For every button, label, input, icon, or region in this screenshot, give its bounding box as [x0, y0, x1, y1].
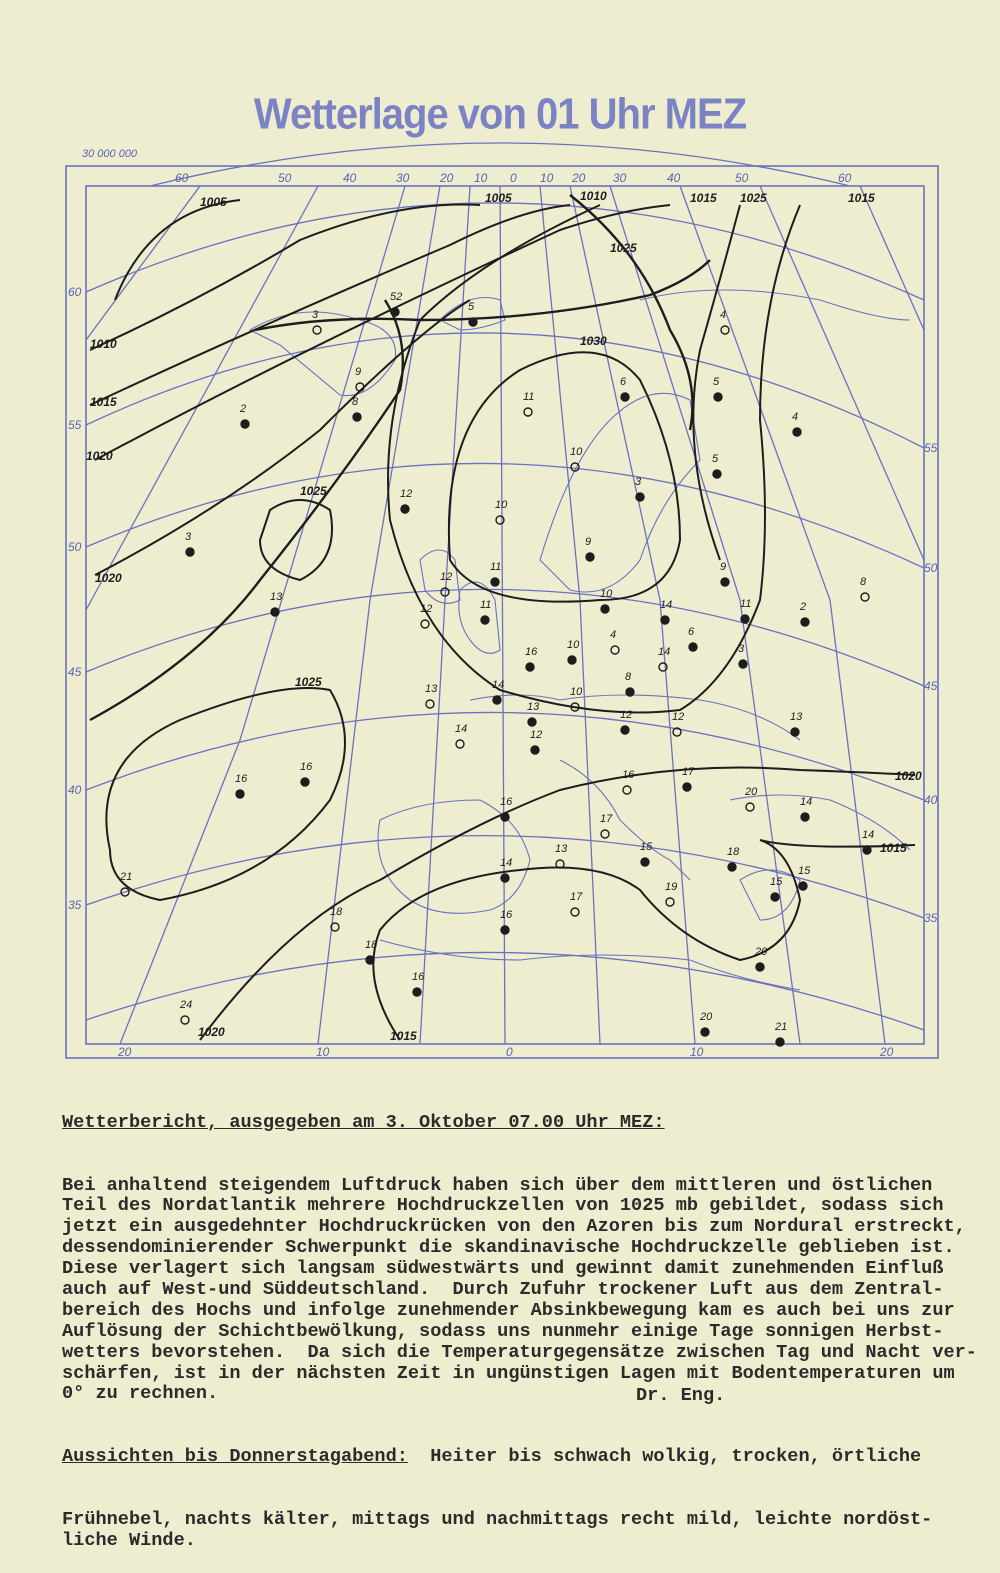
- station-circle: [721, 326, 729, 334]
- station-plot: [620, 376, 629, 401]
- latitude-label: 40: [924, 793, 938, 807]
- station-temperature: 18: [330, 906, 343, 918]
- station-temperature: 16: [235, 773, 248, 785]
- station-plot: [754, 946, 768, 971]
- longitude-label: 40: [343, 171, 357, 185]
- weather-fronts: [90, 195, 710, 720]
- station-circle: [621, 726, 629, 734]
- station-temperature: 19: [665, 881, 678, 893]
- station-temperature: 12: [620, 709, 633, 721]
- outlook-body: [62, 1510, 962, 1552]
- station-circle: [689, 643, 697, 651]
- station-circle: [186, 548, 194, 556]
- longitude-label: 20: [880, 1045, 894, 1059]
- station-temperature: 20: [755, 946, 768, 958]
- station-circle: [746, 803, 754, 811]
- station-circle: [756, 963, 764, 971]
- isobar-label: 1015: [690, 191, 717, 205]
- station-temperature: 10: [495, 499, 508, 511]
- station-plot: [420, 603, 432, 628]
- station-circle: [496, 516, 504, 524]
- station-circle: [421, 620, 429, 628]
- station-plot: [425, 683, 438, 708]
- station-circle: [621, 393, 629, 401]
- signature: Dr. Eng.: [636, 1385, 726, 1406]
- latitude-label: 45: [924, 679, 938, 693]
- station-plot: [500, 857, 512, 882]
- isobar-label: 1020: [198, 1025, 225, 1039]
- station-circle: [641, 858, 649, 866]
- station-temperature: 4: [610, 629, 617, 641]
- isobar-label: 1030: [580, 334, 607, 348]
- isobar-label: 1025: [610, 241, 637, 255]
- station-circle: [493, 696, 501, 704]
- station-circle: [861, 593, 869, 601]
- longitude-label: 0: [510, 171, 517, 185]
- station-plot: [665, 881, 677, 906]
- station-temperature: 10: [567, 639, 580, 651]
- station-temperature: 17: [682, 766, 695, 778]
- report-line: bereich des Hochs und infolge zunehmender Absinkbewegung kam es auch bei uns zur: [62, 1299, 955, 1321]
- longitude-label: 30: [396, 171, 410, 185]
- latitude-label: 55: [68, 418, 82, 432]
- outlook-heading: Aussichten bis Donnerstagabend:: [62, 1446, 408, 1468]
- station-temperature: 2: [240, 403, 247, 415]
- station-temperature: 11: [490, 561, 502, 573]
- isobar-label: 1020: [86, 449, 113, 463]
- station-plot: [300, 761, 313, 786]
- station-temperature: 16: [300, 761, 313, 773]
- station-temperature: 16: [622, 769, 635, 781]
- station-plot: [798, 865, 811, 890]
- station-plot: [625, 671, 634, 696]
- station-temperature: 16: [500, 909, 513, 921]
- station-plot: [672, 711, 684, 736]
- station-circle: [601, 830, 609, 838]
- station-temperature: 3: [185, 531, 192, 543]
- longitude-label: 20: [118, 1045, 132, 1059]
- station-temperature: 18: [727, 846, 740, 858]
- isobar-label: 1015: [880, 841, 907, 855]
- station-temperature: 4: [792, 411, 799, 423]
- station-circle: [501, 874, 509, 882]
- longitude-label: 10: [474, 171, 488, 185]
- station-temperature: 13: [555, 843, 568, 855]
- longitude-label: 10: [316, 1045, 330, 1059]
- station-plot: [713, 376, 722, 401]
- station-plot: [600, 813, 613, 838]
- station-circle: [413, 988, 421, 996]
- left-latitude-labels: [68, 285, 82, 912]
- station-temperature: 14: [862, 829, 875, 841]
- station-circle: [601, 605, 609, 613]
- station-temperature: 17: [600, 813, 613, 825]
- report-line: Teil des Nordatlantik mehrere Hochdruckzellen von 1025 mb gebildet, sodass sich: [62, 1195, 944, 1217]
- station-plot: [235, 773, 248, 798]
- station-circle: [236, 790, 244, 798]
- station-circle: [271, 608, 279, 616]
- station-plot: [500, 796, 513, 821]
- station-circle: [666, 898, 674, 906]
- station-temperature: 11: [480, 599, 492, 611]
- station-plot: [390, 291, 402, 316]
- station-temperature: 24: [180, 999, 193, 1011]
- report-line: Auflösung der Schichtbewölkung, sodass uns nunmehr einige Tage sonnigen Herbst-: [62, 1320, 944, 1342]
- station-plot: [712, 453, 721, 478]
- station-plot: [480, 599, 491, 624]
- station-temperature: 21: [775, 1021, 788, 1033]
- station-temperature: 5: [712, 453, 719, 465]
- station-plot: [744, 786, 758, 811]
- station-circle: [313, 326, 321, 334]
- station-temperature: 13: [790, 711, 803, 723]
- station-plot: [555, 843, 568, 868]
- longitude-label: 50: [278, 171, 292, 185]
- station-circle: [526, 663, 534, 671]
- station-circle: [456, 740, 464, 748]
- station-plot: [640, 841, 653, 866]
- station-plot: [860, 576, 869, 601]
- station-plot: [862, 829, 874, 854]
- station-plot: [688, 626, 697, 651]
- station-circle: [181, 1016, 189, 1024]
- station-temperature: 13: [425, 683, 438, 695]
- station-plot: [622, 769, 635, 794]
- report-heading: Wetterbericht, ausgegeben am 3. Oktober 07.00 Uhr MEZ:: [62, 1111, 665, 1133]
- station-circle: [739, 660, 747, 668]
- station-plot: [792, 411, 801, 436]
- station-circle: [623, 786, 631, 794]
- station-circle: [636, 493, 644, 501]
- longitude-label: 60: [838, 171, 852, 185]
- station-temperature: 14: [800, 796, 813, 808]
- station-plot: [800, 796, 812, 821]
- station-plot: [570, 891, 583, 916]
- latitude-label: 50: [924, 561, 938, 575]
- station-temperature: 12: [440, 571, 453, 583]
- station-circle: [713, 470, 721, 478]
- station-temperature: 20: [745, 786, 758, 798]
- station-circle: [611, 646, 619, 654]
- station-circle: [353, 413, 361, 421]
- latitude-label: 60: [68, 285, 82, 299]
- station-plot: [610, 629, 619, 654]
- station-circle: [501, 813, 509, 821]
- station-temperature: 5: [713, 376, 720, 388]
- station-temperature: 2: [800, 601, 807, 613]
- station-temperature: 17: [570, 891, 583, 903]
- isobar-label: 1025: [300, 484, 327, 498]
- outlook-text: Heiter bis schwach wolkig, trocken, örtliche: [407, 1446, 922, 1468]
- station-circle: [714, 393, 722, 401]
- report-line: Frühnebel, nachts kälter, mittags und nachmittags recht mild, leichte nordöst-: [62, 1508, 933, 1530]
- latitude-label: 35: [924, 911, 938, 925]
- latitude-label: 55: [924, 441, 938, 455]
- station-circle: [863, 846, 871, 854]
- top-longitude-labels: [175, 171, 852, 185]
- station-temperature: 52: [390, 291, 403, 303]
- report-line: dessendominierender Schwerpunkt die skandinavische Hochdruckzelle geblieben ist.: [62, 1237, 955, 1259]
- station-temperature: 13: [527, 701, 540, 713]
- station-temperature: 3: [738, 643, 745, 655]
- station-temperature: 8: [352, 396, 359, 408]
- station-plot: [468, 301, 477, 326]
- station-circle: [776, 1038, 784, 1046]
- station-plot: [567, 639, 580, 664]
- station-circle: [391, 308, 399, 316]
- station-circle: [401, 505, 409, 513]
- longitude-label: 60: [175, 171, 189, 185]
- station-temperature: 4: [720, 309, 727, 321]
- station-plot: [770, 876, 783, 901]
- station-temperature: 12: [400, 488, 413, 500]
- station-plot: [490, 561, 501, 586]
- isobar-label: 1015: [848, 191, 875, 205]
- longitude-label: 30: [613, 171, 627, 185]
- station-circle: [301, 778, 309, 786]
- report-line: auch auf West-und Süddeutschland. Durch Zufuhr trockener Luft aus dem Zentral-: [62, 1278, 944, 1300]
- station-plot: [525, 646, 538, 671]
- station-circle: [771, 893, 779, 901]
- station-plot: [523, 391, 534, 416]
- station-temperature: 3: [312, 309, 319, 321]
- report-line: Bei anhaltend steigendem Luftdruck haben sich über dem mittleren und östlichen: [62, 1174, 933, 1196]
- station-plot: [455, 723, 467, 748]
- isobar-label: 1020: [95, 571, 122, 585]
- longitude-label: 10: [540, 171, 554, 185]
- station-plot: [352, 396, 361, 421]
- station-plot: [500, 909, 513, 934]
- isobar-label: 1025: [740, 191, 767, 205]
- right-latitude-labels: [924, 441, 938, 925]
- weather-report: [62, 1071, 977, 1573]
- station-plot: [179, 999, 192, 1024]
- station-temperature: 3: [635, 476, 642, 488]
- station-circle: [481, 616, 489, 624]
- report-line: jetzt ein ausgedehnter Hochdruckrücken von den Azoren bis zum Nordural erstreckt,: [62, 1216, 966, 1238]
- longitude-label: 50: [735, 171, 749, 185]
- station-temperature: 10: [570, 686, 583, 698]
- station-circle: [801, 813, 809, 821]
- station-circle: [524, 408, 532, 416]
- station-plot: [239, 403, 249, 428]
- report-body: [62, 1174, 977, 1406]
- map-title: Wetterlage von 01 Uhr MEZ: [253, 89, 747, 139]
- station-circle: [626, 688, 634, 696]
- isobar-label: 1015: [390, 1029, 417, 1043]
- isobar-label: 1025: [295, 675, 322, 689]
- coastlines: [250, 290, 910, 990]
- isobar-label: 1020: [895, 769, 922, 783]
- station-circle: [501, 926, 509, 934]
- station-temperature: 14: [455, 723, 468, 735]
- station-temperature: 14: [500, 857, 513, 869]
- station-temperature: 10: [570, 446, 583, 458]
- isobar-label: 1005: [485, 191, 512, 205]
- isobar-label: 1015: [90, 395, 117, 409]
- station-temperature: 8: [625, 671, 632, 683]
- station-temperature: 16: [525, 646, 538, 658]
- station-circle: [801, 618, 809, 626]
- station-temperature: 14: [660, 599, 673, 611]
- latitude-label: 50: [68, 540, 82, 554]
- report-line: 0° zu rechnen.: [62, 1383, 219, 1405]
- latitude-label: 40: [68, 783, 82, 797]
- station-circle: [469, 318, 477, 326]
- station-temperature: 9: [585, 536, 592, 548]
- station-circle: [366, 956, 374, 964]
- station-temperature: 9: [720, 561, 727, 573]
- station-circle: [241, 420, 249, 428]
- latitude-label: 45: [68, 665, 82, 679]
- station-plot: [530, 729, 542, 754]
- station-plot: [727, 846, 740, 871]
- station-temperature: 12: [420, 603, 433, 615]
- station-temperature: 10: [600, 588, 613, 600]
- isobar-label: 1010: [90, 337, 117, 351]
- station-circle: [721, 578, 729, 586]
- map-scale: 30 000 000: [82, 148, 138, 160]
- station-circle: [568, 656, 576, 664]
- longitude-label: 10: [690, 1045, 704, 1059]
- station-plot: [682, 766, 695, 791]
- station-temperature: 14: [658, 646, 671, 658]
- station-temperature: 11: [740, 598, 752, 610]
- station-temperature: 9: [355, 366, 362, 378]
- report-line: schärfen, ist in der nächsten Zeit in ungünstigen Lagen mit Bodentemperaturen um: [62, 1362, 955, 1384]
- station-temperature: 6: [688, 626, 695, 638]
- station-circle: [661, 616, 669, 624]
- station-temperature: 15: [770, 876, 783, 888]
- longitude-label: 20: [572, 171, 586, 185]
- station-temperature: 14: [492, 679, 505, 691]
- station-circle: [728, 863, 736, 871]
- station-circle: [491, 578, 499, 586]
- station-temperature: 15: [640, 841, 653, 853]
- isobar-label: 1005: [200, 195, 227, 209]
- station-circle: [793, 428, 801, 436]
- station-temperature: 15: [798, 865, 811, 877]
- station-temperature: 6: [620, 376, 627, 388]
- longitude-label: 0: [506, 1045, 513, 1059]
- station-temperature: 5: [468, 301, 475, 313]
- station-circle: [701, 1028, 709, 1036]
- station-circle: [528, 718, 536, 726]
- station-circle: [799, 882, 807, 890]
- station-temperature: 16: [412, 971, 425, 983]
- bottom-longitude-labels: [117, 1045, 894, 1059]
- longitude-label: 20: [440, 171, 454, 185]
- station-temperature: 12: [530, 729, 543, 741]
- station-plot: [400, 488, 412, 513]
- report-line: wetters bevorstehen. Da sich die Temperaturgegensätze zwischen Tag und Nacht ver-: [62, 1341, 977, 1363]
- station-plot: [585, 536, 594, 561]
- longitude-label: 40: [667, 171, 681, 185]
- station-circle: [586, 553, 594, 561]
- station-temperature: 11: [523, 391, 535, 403]
- station-plot: [738, 643, 747, 668]
- station-plot: [774, 1021, 787, 1046]
- station-plot: [720, 309, 729, 334]
- station-plot: [185, 531, 194, 556]
- station-circle: [531, 746, 539, 754]
- station-circle: [741, 615, 749, 623]
- station-plot: [699, 1011, 713, 1036]
- station-temperature: 13: [270, 591, 283, 603]
- station-plot: [790, 711, 803, 736]
- station-temperature: 12: [672, 711, 685, 723]
- station-temperature: 8: [860, 576, 867, 588]
- station-circle: [571, 908, 579, 916]
- report-line: liche Winde.: [62, 1529, 196, 1551]
- station-plot: [720, 561, 729, 586]
- latitude-label: 35: [68, 898, 82, 912]
- station-plot: [799, 601, 809, 626]
- station-temperature: 18: [365, 939, 378, 951]
- station-temperature: 20: [700, 1011, 713, 1023]
- station-temperature: 21: [120, 871, 133, 883]
- station-plot: [660, 599, 672, 624]
- station-plot: [365, 939, 378, 964]
- station-circle: [791, 728, 799, 736]
- station-temperature: 16: [500, 796, 513, 808]
- station-circle: [683, 783, 691, 791]
- isobar-label: 1010: [580, 189, 607, 203]
- report-line: Diese verlagert sich langsam südwestwärts und gewinnt damit zunehmenden Einfluß: [62, 1258, 944, 1280]
- station-circle: [426, 700, 434, 708]
